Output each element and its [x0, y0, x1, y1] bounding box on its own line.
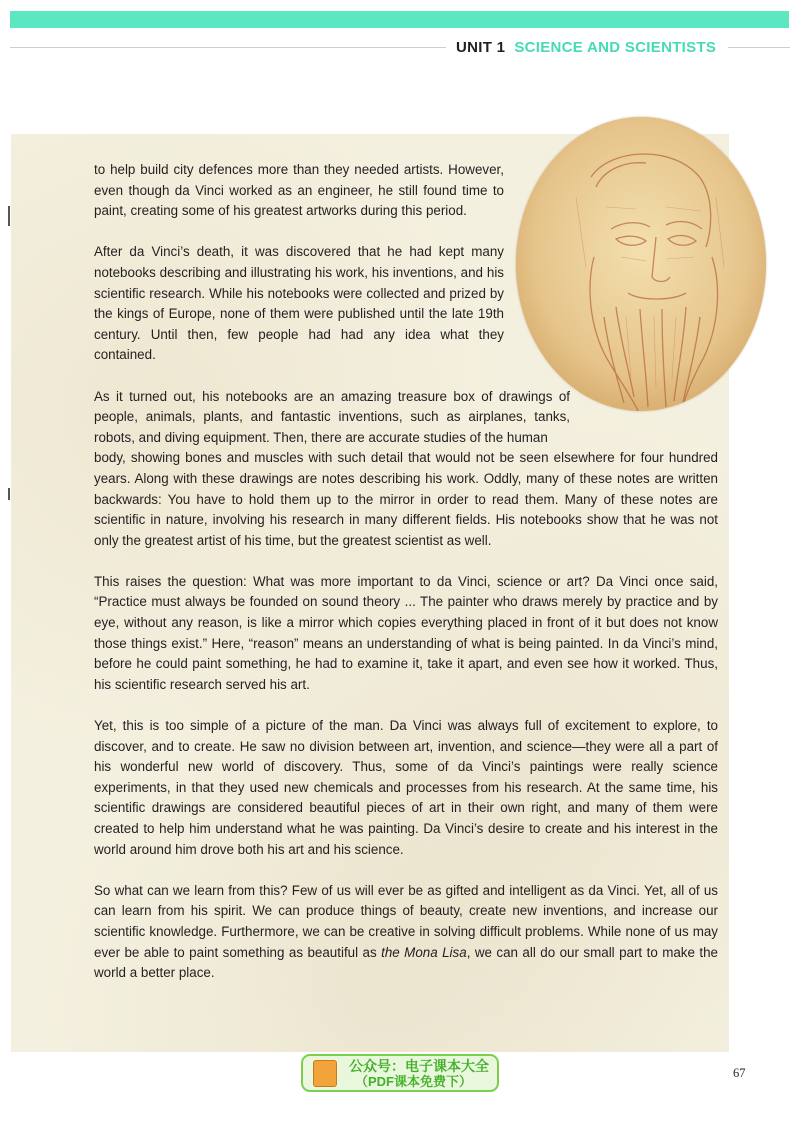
paragraph-5: Yet, this is too simple of a picture of the man. Da Vinci was always full of excitement to explore, to discover, and to create. He saw no division between art, invention, and science—they were all a part of his wonderful new world of discovery. Thus, some of da Vinci’s paintings were really science experiments, in that they used new chemicals and processes from his research. At the same time, his scientific drawings are considered beautiful pieces of art in their own right, and many of them were created to help him understand what he was painting. Da Vinci’s desire to create and his interest in the world around him drove both his art and his science.	[94, 718, 718, 857]
wechat-badge	[301, 1054, 499, 1092]
badge-line-2: （PDF课本免费下）	[355, 1074, 473, 1089]
paragraph-6	[94, 881, 718, 984]
mona-lisa-title: the Mona Lisa	[381, 944, 467, 960]
book-icon	[313, 1060, 337, 1087]
header-rule-right	[728, 47, 790, 48]
page-number: 67	[733, 1066, 746, 1080]
paragraph-2: After da Vinci’s death, it was discovered that he had kept many notebooks describing and illustrating his work, his inventions, and his scientific research. While his notebooks were collected and prized by the kings of Europe, none of them were published until the late 19th century. Until then, few people had had any idea what they contained.	[94, 244, 504, 363]
header-rule-left	[10, 47, 446, 48]
paragraph-6-start: So what can we learn from this? Few of us will ever be as gifted and intelligent as da Vinci. Yet, all of us can learn from his spirit. We can produce things of beauty, create new inventions, and increase our scientific knowledge. Furthermore, we can be creative in solving difficult problems. While none of us may ever be able to paint something as beautiful as	[94, 882, 718, 960]
paragraph-6-end: , we can all do our small part to make the world a better place.	[94, 944, 718, 981]
paragraph-1: to help build city defences more than they needed artists. However, even though da Vinci worked as an engineer, he still found time to paint, creating some of his greatest artworks during this period.	[94, 162, 504, 219]
paragraph-3-start: As it turned out, his notebooks are an amazing treasure box of drawings of people, animals, plants, and fantastic inventions, such as airplanes, tanks, robots, and diving equipment. Then, there are accurate studies of the human	[94, 388, 570, 445]
edge-mark	[8, 488, 10, 500]
badge-line-1: 公众号：电子课本大全	[349, 1058, 489, 1074]
unit-header	[456, 38, 716, 58]
unit-label: UNIT 1	[456, 39, 506, 56]
paragraph-3-end: body, showing bones and muscles with such detail that would not be seen elsewhere for four hundred years. Along with these drawings are notes describing his work. Oddly, many of these notes are written backwards: You have to hold them up to the mirror in order to read them. Many of these notes are scientific in nature, involving his research in many different fields. His notebooks show that he was not only the greatest artist of his time, but the greatest scientist as well.	[94, 450, 718, 548]
edge-mark	[8, 206, 10, 226]
unit-title: SCIENCE AND SCIENTISTS	[514, 39, 717, 56]
paragraph-4: This raises the question: What was more important to da Vinci, science or art? Da Vinci once said, “Practice must always be founded on sound theory ... The painter who draws merely by practice and by eye, without any reason, is like a mirror which copies everything placed in front of it but does not know those things exist.” Here, “reason” means an understanding of what is being painted. In da Vinci’s mind, before he could paint something, he had to examine it, take it apart, and even see how it worked. Thus, his scientific research served his art.	[94, 573, 718, 692]
top-color-band	[10, 11, 789, 28]
article-body	[94, 160, 718, 1004]
